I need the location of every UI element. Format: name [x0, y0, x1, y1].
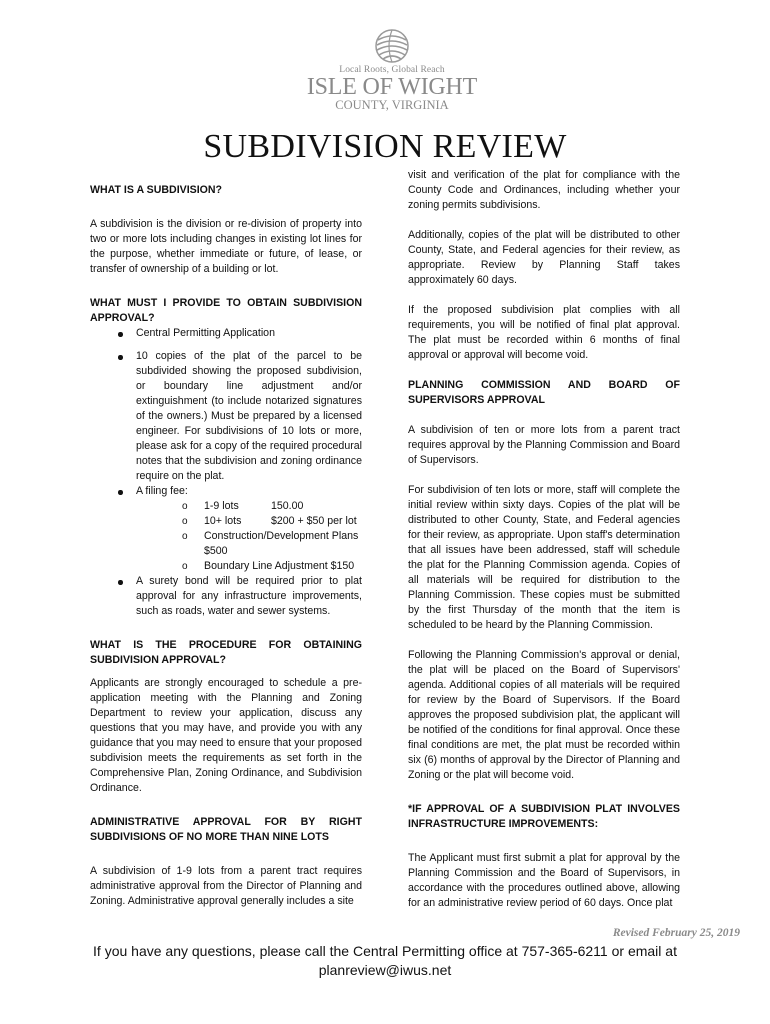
list-item: Central Permitting Application	[90, 326, 362, 341]
logo-tagline: Local Roots, Global Reach	[339, 65, 445, 75]
final-approval-paragraph: If the proposed subdivision plat complies with all requirements, you will be notified of final plat approval. The plat must be recorded within 6 months of final approval or approval will become void.	[408, 304, 680, 361]
heading-infrastructure: *IF APPROVAL OF A SUBDIVISION PLAT INVOLVES INFRASTRUCTURE IMPROVEMENTS:	[408, 803, 680, 830]
revised-date: Revised February 25, 2019	[612, 927, 740, 939]
heading-procedure: WHAT IS THE PROCEDURE FOR OBTAINING SUBDIVISION APPROVAL?	[90, 639, 362, 666]
infrastructure-paragraph: The Applicant must first submit a plat for approval by the Planning Commission and the Board of Supervisors, in accordance with the procedures outlined above, allowing for an administrative review period of 60 days. Once plat	[408, 852, 680, 909]
contact-email[interactable]: planreview@iwus.net	[318, 962, 452, 978]
fee-item: o 10+ lots $200 + $50 per lot	[182, 515, 357, 527]
staff-review-paragraph: For subdivision of ten lots or more, staff will complete the initial review within sixty days. Copies of the plat will be distributed to other County, State, and Federal agencies for their review, as appropriate. Upon staff's determination that all issues have been addressed, staff will schedule the plat for the Planning Commission agenda. Copies of all materials will be required for distribution to the Planning Commission. These copies must be submitted by the first Thursday of the month that the item is scheduled to be heard by the Planning Commission.	[408, 484, 680, 631]
board-review-paragraph: Following the Planning Commission's approval or denial, the plat will be placed on the Board of Supervisors' agenda. Additional copies of all materials will be required for review by the Board of Supervisors. If the Board approves the proposed subdivision plat, the applicant will be notified of the conditions for final approval. Once these final conditions are met, the plat must be recorded within six (6) months of approval by the Director of Planning and Zoning or the plat will become void.	[408, 649, 680, 781]
logo-brand: ISLE OF WIGHT	[306, 74, 478, 100]
county-logo	[292, 28, 492, 124]
procedure-paragraph: Applicants are strongly encouraged to schedule a pre-application meeting with the Planning and Zoning Department to review your application, discuss any questions that you may have, and provide you with any guidance that you may need to ensure that your proposed subdivision meets the requirements as set forth in the Comprehensive Plan, Zoning Ordinance, and Subdivision Ordinance.	[90, 677, 362, 794]
right-column	[408, 168, 680, 911]
heading-administrative-approval: ADMINISTRATIVE APPROVAL FOR BY RIGHT SUBDIVISIONS OF NO MORE THAN NINE LOTS	[90, 816, 362, 843]
fee-item: o Boundary Line Adjustment $150	[182, 560, 355, 572]
administrative-paragraph: A subdivision of 1-9 lots from a parent tract requires administrative approval from the Director of Planning and Zoning. Administrative approval generally includes a site	[90, 865, 362, 907]
heading-what-to-provide: WHAT MUST I PROVIDE TO OBTAIN SUBDIVISION APPROVAL?	[90, 297, 362, 324]
left-column	[90, 183, 362, 909]
heading-what-is-subdivision: WHAT IS A SUBDIVISION?	[90, 184, 223, 196]
page-title: SUBDIVISION REVIEW	[203, 128, 567, 165]
fee-item: o Construction/Development Plans $500	[182, 530, 359, 557]
ten-lots-paragraph: A subdivision of ten or more lots from a parent tract requires approval by the Planning Commission and Board of Supervisors.	[408, 424, 680, 466]
logo-county: COUNTY, VIRGINIA	[335, 98, 449, 112]
list-item: A filing fee:	[90, 484, 362, 499]
list-item: 10 copies of the plat of the parcel to be subdivided showing the proposed subdivision, or boundary line adjustment and/or extinguishment (to include notarized signatures of the owners.) Must be prepared by a licensed engineer. For subdivisions of 10 lots or more, please ask for a copy of the required procedural notes that the subdivision and zoning ordinance require on the plat.	[90, 349, 362, 484]
heading-planning-commission: PLANNING COMMISSION AND BOARD OF SUPERVISORS APPROVAL	[408, 379, 680, 406]
globe-icon	[372, 28, 412, 64]
list-item: A surety bond will be required prior to plat approval for any infrastructure improvements, such as roads, water and sewer systems.	[90, 574, 362, 619]
contact-footer	[0, 942, 770, 980]
fee-item: o 1-9 lots 150.00	[182, 500, 304, 512]
distribution-paragraph: Additionally, copies of the plat will be distributed to other County, State, and Federal agencies for their review, as appropriate. Review by Planning Staff takes approximately 60 days.	[408, 229, 680, 286]
site-visit-paragraph: visit and verification of the plat for compliance with the County Code and Ordinances, including whether your zoning permits subdivisions.	[408, 169, 680, 211]
contact-line: If you have any questions, please call the Central Permitting office at 757-365-6211 or email at	[93, 943, 677, 959]
subdivision-definition: A subdivision is the division or re-division of property into two or more lots including changes in existing lot lines for the purpose, whether immediate or future, of lease, or transfer of ownership of a building or lot.	[90, 218, 362, 275]
